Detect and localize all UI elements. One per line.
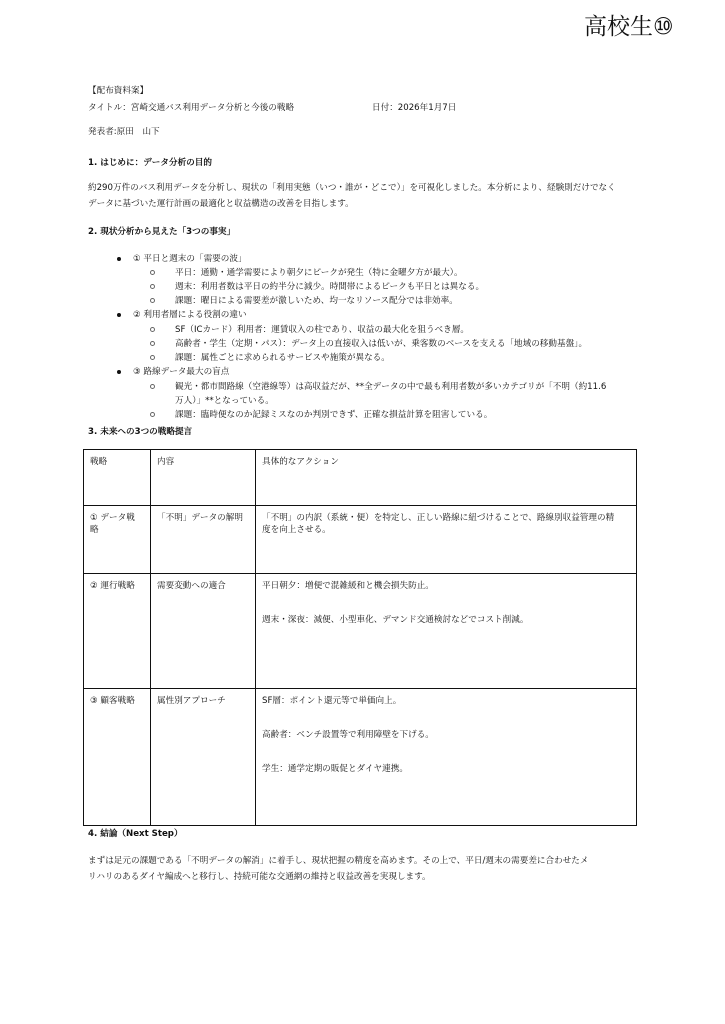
content-cell: 「不明」データの解明 [151,506,256,574]
action-text: 学生：通学定期の販促とダイヤ連携。 [262,764,408,774]
table-header-row [84,450,637,506]
content-cell: 属性別アプローチ [151,689,256,826]
fact-item: 週末：利用者数は平日の約半分に減少。時間帯によるピークも平日とは異なる。 [175,282,485,292]
sub-bullet-icon [150,355,155,360]
table-row [84,689,637,826]
doc-date: 日付：2026年1月7日 [372,103,457,113]
action-text-cont: 度を向上させる。 [262,525,331,535]
doc-title: タイトル：宮崎交通バス利用データ分析と今後の戦略 [88,103,295,113]
strategy-cell: ③ 顧客戦略 [84,689,151,826]
header-cell: 戦略 [84,450,151,506]
action-text: 高齢者：ベンチ設置等で利用障壁を下げる。 [262,730,434,740]
fact-item: 課題：属性ごとに求められるサービスや施策が異なる。 [175,353,390,363]
strategy-cell: ① データ戦 [90,513,135,523]
table-row [84,574,637,689]
sub-bullet-icon [150,284,155,289]
fact-title: ① 平日と週末の「需要の波」 [133,254,247,264]
section-1-para: 約290万件のバス利用データを分析し、現状の「利用実態（いつ・誰が・どこで）」を可視化しました。本分析により、経験則だけでなく [88,183,616,193]
strategy-cell-cont: 略 [90,525,99,535]
header-label: 高校生⑩ [584,14,674,40]
strategy-table [83,449,637,826]
doc-heading: 【配布資料案】 [88,86,149,96]
table-row [84,506,637,574]
action-text: SF層：ポイント還元等で単価向上。 [262,696,402,706]
strategy-cell: ② 運行戦略 [84,574,151,689]
fact-item-cont: 万人）」**となっている。 [175,396,274,406]
bullet-icon [117,313,121,317]
header-cell: 内容 [151,450,256,506]
section-1-para: データに基づいた運行計画の最適化と収益構造の改善を目指します。 [88,199,354,209]
fact-item: 平日：通勤・通学需要により朝夕にピークが発生（特に金曜夕方が最大）。 [175,268,463,278]
bullet-icon [117,257,121,261]
section-3-heading: 3. 未来への3つの戦略提言 [88,427,193,437]
sub-bullet-icon [150,327,155,332]
fact-item: 課題：臨時便なのか記録ミスなのか判別できず、正確な損益計算を阻害している。 [175,410,493,420]
fact-title: ③ 路線データ最大の盲点 [133,367,230,377]
sub-bullet-icon [150,341,155,346]
action-text: 平日朝夕：増便で混雑緩和と機会損失防止。 [262,581,434,591]
fact-item: 観光・都市間路線（空港線等）は高収益だが、**全データの中で最も利用者数が多いカテゴリが「不明（約11.6 [175,382,607,392]
section-4-heading: 4. 結論（Next Step） [88,829,183,839]
fact-item: 課題：曜日による需要差が激しいため、均一なリソース配分では非効率。 [175,296,458,306]
header-cell: 具体的なアクション [256,450,637,506]
section-2-heading: 2. 現状分析から見えた「3つの事実」 [88,227,236,237]
fact-item: SF（ICカード）利用者：運賃収入の柱であり、収益の最大化を狙うべき層。 [175,325,469,335]
sub-bullet-icon [150,298,155,303]
presenters: 発表者:原田 山下 [88,127,160,137]
section-4-para: リハリのあるダイヤ編成へと移行し、持続可能な交通網の維持と収益改善を実現します。 [88,872,431,882]
sub-bullet-icon [150,384,155,389]
action-text: 週末・深夜：減便、小型車化、デマンド交通検討などでコスト削減。 [262,615,529,625]
action-text: 「不明」の内訳（系統・便）を特定し、正しい路線に紐づけることで、路線別収益管理の精 [262,513,615,523]
sub-bullet-icon [150,412,155,417]
content-cell: 需要変動への適合 [151,574,256,689]
section-4-para: まずは足元の課題である「不明データの解消」に着手し、現状把握の精度を高めます。その上で、平日/週末の需要差に合わせたメ [88,856,589,866]
fact-title: ② 利用者層による役割の違い [133,310,247,320]
fact-item: 高齢者・学生（定期・パス）：データ上の直接収入は低いが、乗客数のベースを支える「地域の移動基盤」。 [175,339,588,349]
bullet-icon [117,370,121,374]
sub-bullet-icon [150,270,155,275]
section-1-heading: 1. はじめに：データ分析の目的 [88,158,212,168]
